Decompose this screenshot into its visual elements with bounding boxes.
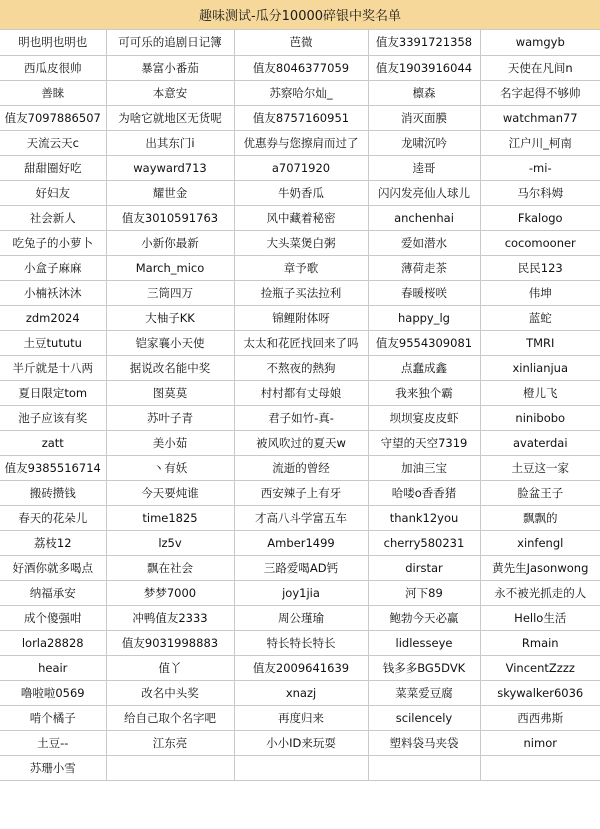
winner-name-cell: 鲍勃今天必赢 [368, 605, 480, 630]
table-row [0, 480, 600, 505]
winner-name-cell: 值友9385516714 [0, 455, 106, 480]
winners-table-body [0, 30, 600, 780]
table-row [0, 530, 600, 555]
table-row [0, 305, 600, 330]
winner-name-cell: anchenhai [368, 205, 480, 230]
sheet-title: 趣味测试-瓜分10000碎银中奖名单 [0, 0, 600, 30]
winner-name-cell: 捡瓶子买法拉利 [234, 280, 368, 305]
winner-name-cell: 点蠢成鑫 [368, 355, 480, 380]
winner-name-cell: 小楠袄沐沐 [0, 280, 106, 305]
winner-name-cell: 河下89 [368, 580, 480, 605]
winner-name-cell: 才高八斗学富五车 [234, 505, 368, 530]
winner-name-cell: Amber1499 [234, 530, 368, 555]
winner-name-cell: 成个傻强咁 [0, 605, 106, 630]
winner-name-cell: 风中藏着秘密 [234, 205, 368, 230]
winner-name-cell: 伟坤 [480, 280, 600, 305]
winner-name-cell: 纳福承安 [0, 580, 106, 605]
table-row [0, 680, 600, 705]
winner-name-cell: 今天要炖谁 [106, 480, 234, 505]
table-row [0, 630, 600, 655]
winner-name-cell: 檩森 [368, 80, 480, 105]
table-row [0, 80, 600, 105]
table-row [0, 405, 600, 430]
winner-name-cell: scilencely [368, 705, 480, 730]
winner-name-cell: 据说改名能中奖 [106, 355, 234, 380]
winner-name-cell: lz5v [106, 530, 234, 555]
winner-name-cell: 君子如竹-真- [234, 405, 368, 430]
winner-name-cell: avaterdai [480, 430, 600, 455]
winner-name-cell: 天流云天c [0, 130, 106, 155]
winner-name-cell: time1825 [106, 505, 234, 530]
winner-name-cell: 优惠券与您擦肩而过了 [234, 130, 368, 155]
winner-name-cell: 美小茹 [106, 430, 234, 455]
winner-name-cell: joy1jia [234, 580, 368, 605]
winner-name-cell: 我来独个霸 [368, 380, 480, 405]
winner-name-cell: 龙啸沉吟 [368, 130, 480, 155]
winner-name-cell: 明也明也明也 [0, 30, 106, 55]
winner-name-cell: 夏日限定tom [0, 380, 106, 405]
winner-name-cell: 值丫 [106, 655, 234, 680]
winner-name-cell: 流逝的曾经 [234, 455, 368, 480]
table-row [0, 280, 600, 305]
table-row [0, 205, 600, 230]
winner-name-cell: 闪闪发亮仙人球儿 [368, 180, 480, 205]
winner-name-cell: 土豆这一家 [480, 455, 600, 480]
winner-name-cell: TMRI [480, 330, 600, 355]
winner-name-cell: 脸盆王子 [480, 480, 600, 505]
winner-name-cell: 图莫莫 [106, 380, 234, 405]
winner-name-cell: 牛奶香瓜 [234, 180, 368, 205]
winner-name-cell: 蓝蛇 [480, 305, 600, 330]
table-row [0, 380, 600, 405]
winner-name-cell: 三筒四万 [106, 280, 234, 305]
winner-name-cell: 逵哥 [368, 155, 480, 180]
table-row [0, 155, 600, 180]
winner-name-cell: 土豆tututu [0, 330, 106, 355]
table-row [0, 180, 600, 205]
winner-name-cell: 天使在凡间n [480, 55, 600, 80]
winner-name-cell: 冲鸭值友2333 [106, 605, 234, 630]
winner-name-cell: 黄先生Jasonwong [480, 555, 600, 580]
winner-name-cell: dirstar [368, 555, 480, 580]
winner-name-cell: lorla28828 [0, 630, 106, 655]
winner-name-cell: watchman77 [480, 105, 600, 130]
winner-name-cell: a7071920 [234, 155, 368, 180]
winner-name-cell: 小盒子麻麻 [0, 255, 106, 280]
winner-name-cell: Rmain [480, 630, 600, 655]
winner-name-cell: 小新你最新 [106, 230, 234, 255]
winner-name-cell: 钱多多BG5DVK [368, 655, 480, 680]
winner-name-cell: 飘在社会 [106, 555, 234, 580]
winner-name-cell: 江东亮 [106, 730, 234, 755]
winner-name-cell: 小小ID来玩耍 [234, 730, 368, 755]
winner-name-cell: 西瓜皮很帅 [0, 55, 106, 80]
winner-name-cell: 苏叶子青 [106, 405, 234, 430]
winner-name-cell: 章予歌 [234, 255, 368, 280]
table-row [0, 505, 600, 530]
table-row [0, 755, 600, 780]
winner-name-cell: March_mico [106, 255, 234, 280]
winner-name-cell: 吃兔子的小萝卜 [0, 230, 106, 255]
winner-name-cell: heair [0, 655, 106, 680]
table-row [0, 580, 600, 605]
winner-name-cell: skywalker6036 [480, 680, 600, 705]
winner-name-cell: 春天的花朵儿 [0, 505, 106, 530]
winner-name-cell: 好妇友 [0, 180, 106, 205]
winner-name-cell: 三路爱喝AD钙 [234, 555, 368, 580]
table-row [0, 555, 600, 580]
winner-name-cell: 出其东门i [106, 130, 234, 155]
winner-name-cell [106, 755, 234, 780]
winner-name-cell: xnazj [234, 680, 368, 705]
winner-name-cell: zatt [0, 430, 106, 455]
winner-name-cell: 暴富小番茄 [106, 55, 234, 80]
winner-name-cell: 值友2009641639 [234, 655, 368, 680]
winner-name-cell: 锦鲤附体呀 [234, 305, 368, 330]
table-row [0, 330, 600, 355]
winner-name-cell: 消灭面膜 [368, 105, 480, 130]
winner-name-cell: 名字起得不够帅 [480, 80, 600, 105]
table-row [0, 255, 600, 280]
winner-name-cell: 土豆-- [0, 730, 106, 755]
table-row [0, 730, 600, 755]
winner-name-cell: 值友3391721358 [368, 30, 480, 55]
winner-name-cell: 被风吹过的夏天w [234, 430, 368, 455]
winner-name-cell: 橙儿飞 [480, 380, 600, 405]
winner-name-cell: 给自己取个名字吧 [106, 705, 234, 730]
winner-name-cell: cocomooner [480, 230, 600, 255]
table-row [0, 130, 600, 155]
winner-name-cell: 永不被光抓走的人 [480, 580, 600, 605]
table-row [0, 455, 600, 480]
table-row [0, 655, 600, 680]
winner-name-cell: happy_lg [368, 305, 480, 330]
winner-name-cell [368, 755, 480, 780]
winner-name-cell: 周公瑾瑜 [234, 605, 368, 630]
winner-name-cell: VincentZzzz [480, 655, 600, 680]
winner-name-cell: nimor [480, 730, 600, 755]
table-row [0, 705, 600, 730]
winner-name-cell: 值友9031998883 [106, 630, 234, 655]
winner-name-cell: 菜菜爱豆腐 [368, 680, 480, 705]
winner-name-cell: 哈喽o香香猪 [368, 480, 480, 505]
winner-name-cell: 苏察哈尔灿_ [234, 80, 368, 105]
winner-name-cell: 马尔科姆 [480, 180, 600, 205]
winner-name-cell: 值友3010591763 [106, 205, 234, 230]
winner-name-cell: 池子应该有奖 [0, 405, 106, 430]
winner-name-cell: 荔枝12 [0, 530, 106, 555]
winner-name-cell: 社会新人 [0, 205, 106, 230]
table-row [0, 430, 600, 455]
winner-name-cell: 为啥它就地区无货呢 [106, 105, 234, 130]
winner-name-cell: 芭微 [234, 30, 368, 55]
winner-name-cell: lidlesseye [368, 630, 480, 655]
winner-name-cell: 好酒你就多喝点 [0, 555, 106, 580]
winner-name-cell: Hello生活 [480, 605, 600, 630]
winner-name-cell: 坝坝宴皮皮虾 [368, 405, 480, 430]
table-row [0, 55, 600, 80]
winner-name-cell: 西西弗斯 [480, 705, 600, 730]
winner-name-cell: 值友1903916044 [368, 55, 480, 80]
winner-name-cell: 再度归来 [234, 705, 368, 730]
winner-name-cell: 太太和花匠找回来了吗 [234, 330, 368, 355]
winner-name-cell: -mi- [480, 155, 600, 180]
winner-name-cell: 特长特长特长 [234, 630, 368, 655]
winner-name-cell: 啃个橘子 [0, 705, 106, 730]
table-row [0, 30, 600, 55]
winner-name-cell: 善睐 [0, 80, 106, 105]
winners-table [0, 30, 600, 781]
winner-name-cell: 改名中头奖 [106, 680, 234, 705]
winner-name-cell: 耀世金 [106, 180, 234, 205]
winner-name-cell: thank12you [368, 505, 480, 530]
winner-name-cell: 本意安 [106, 80, 234, 105]
winner-name-cell [480, 755, 600, 780]
winner-name-cell: 村村都有丈母娘 [234, 380, 368, 405]
winner-name-cell: 爱如潜水 [368, 230, 480, 255]
winner-name-cell: ninibobo [480, 405, 600, 430]
winner-name-cell: 铠家襄小天使 [106, 330, 234, 355]
winner-name-cell: 苏珊小雪 [0, 755, 106, 780]
winner-name-cell: wamgyb [480, 30, 600, 55]
winner-name-cell: 春暖桜咲 [368, 280, 480, 305]
winner-name-cell: zdm2024 [0, 305, 106, 330]
winner-name-cell: 值友7097886507 [0, 105, 106, 130]
winner-name-cell: xinfengl [480, 530, 600, 555]
winner-name-cell: 西安辣子上有牙 [234, 480, 368, 505]
table-row [0, 230, 600, 255]
table-row [0, 605, 600, 630]
table-row [0, 355, 600, 380]
winner-name-cell: Fkalogo [480, 205, 600, 230]
winner-name-cell: 半斤就是十八两 [0, 355, 106, 380]
winner-name-cell: 薄荷走茶 [368, 255, 480, 280]
winner-name-cell: wayward713 [106, 155, 234, 180]
winner-name-cell: 值友8757160951 [234, 105, 368, 130]
winner-name-cell: 加油三宝 [368, 455, 480, 480]
winner-name-cell: cherry580231 [368, 530, 480, 555]
winner-name-cell: 大柚子KK [106, 305, 234, 330]
winner-name-cell: 江户川_柯南 [480, 130, 600, 155]
winner-name-cell: 搬砖攒钱 [0, 480, 106, 505]
winner-name-cell: 大头菜煲白粥 [234, 230, 368, 255]
winner-name-cell: 塑料袋马夹袋 [368, 730, 480, 755]
winner-name-cell: 民民123 [480, 255, 600, 280]
winner-name-cell: 噜啦啦0569 [0, 680, 106, 705]
winner-name-cell: 丶有妖 [106, 455, 234, 480]
winner-name-cell: 值友9554309081 [368, 330, 480, 355]
winner-name-cell: 不熬夜的熱狗 [234, 355, 368, 380]
winner-name-cell [234, 755, 368, 780]
winner-name-cell: xinlianjua [480, 355, 600, 380]
winner-name-cell: 梦梦7000 [106, 580, 234, 605]
winner-name-cell: 值友8046377059 [234, 55, 368, 80]
winner-name-cell: 可可乐的追剧日记簿 [106, 30, 234, 55]
table-row [0, 105, 600, 130]
winner-name-cell: 甜甜圈好吃 [0, 155, 106, 180]
winner-name-cell: 守望的天空7319 [368, 430, 480, 455]
winner-name-cell: 飘飘的 [480, 505, 600, 530]
